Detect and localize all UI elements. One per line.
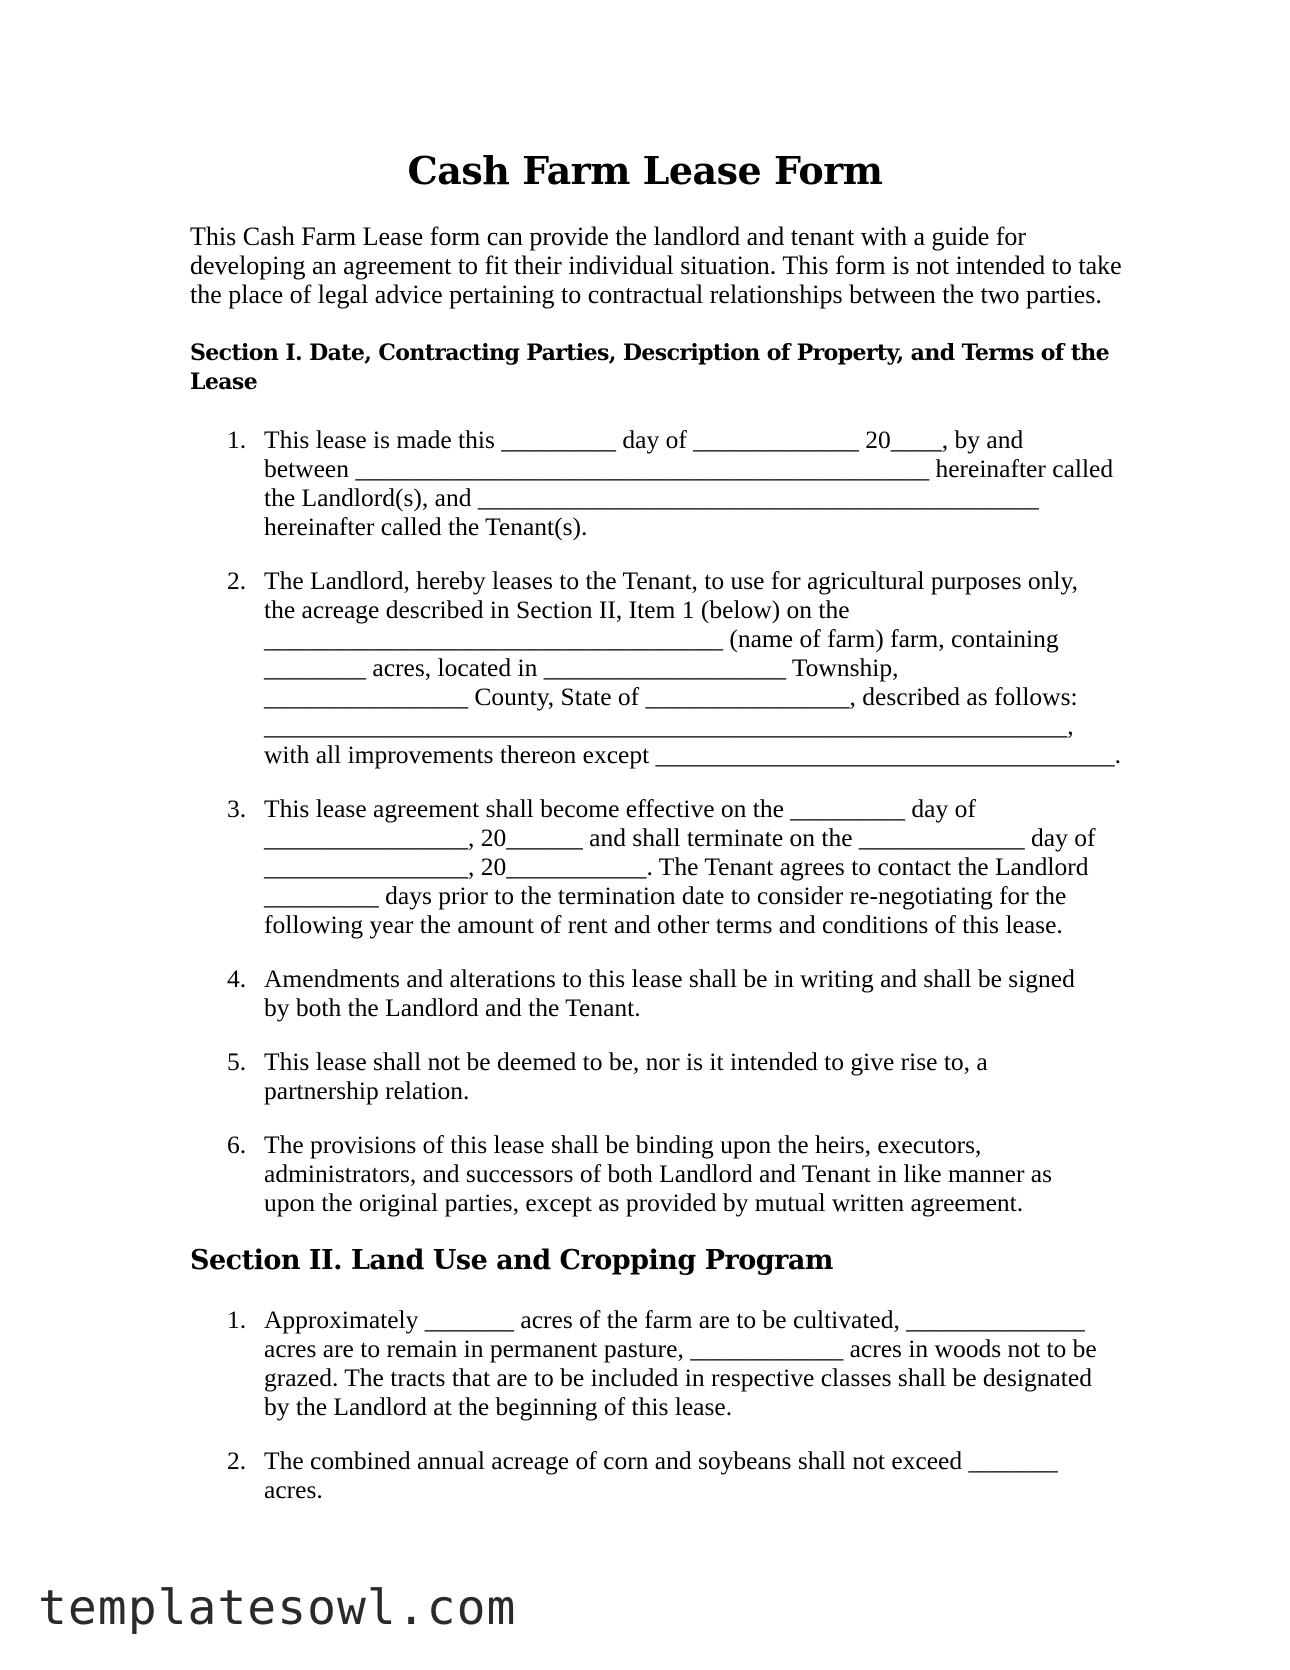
list-item <box>190 1446 1110 1504</box>
item-text-line: ________________, 20______ and shall terminate on the _____________ day of <box>264 823 1096 852</box>
document-body <box>190 222 1122 1529</box>
item-text-line: This lease shall not be deemed to be, nor is it intended to give rise to, a <box>264 1047 988 1076</box>
item-text-line: Approximately _______ acres of the farm are to be cultivated, ______________ <box>264 1305 1085 1334</box>
section-1-heading: Section I. Date, Contracting Parties, Description of Property, and Terms of the Lease <box>190 340 1110 395</box>
item-number: 2. <box>227 1446 247 1475</box>
item-text-line: upon the original parties, except as provided by mutual written agreement. <box>264 1188 1024 1217</box>
item-text-line: ________ acres, located in ___________________ Township, <box>264 653 899 682</box>
list-item <box>190 566 1121 769</box>
item-text-line: ________________ County, State of ________________, described as follows: <box>264 682 1078 711</box>
item-text-line: the Landlord(s), and ____________________________________________ <box>264 483 1039 512</box>
list-item <box>190 1047 1110 1105</box>
item-text-line: following year the amount of rent and other terms and conditions of this lease. <box>264 910 1063 939</box>
item-text-line: hereinafter called the Tenant(s). <box>264 512 588 541</box>
item-text-line: This lease is made this _________ day of _____________ 20____, by and <box>264 425 1024 454</box>
item-text-line: by both the Landlord and the Tenant. <box>264 993 641 1022</box>
watermark-text: templatesowl.com <box>38 1580 517 1636</box>
item-text-line: ____________________________________ (name of farm) farm, containing <box>264 624 1059 653</box>
list-item <box>190 1130 1110 1217</box>
item-text-line: The Landlord, hereby leases to the Tenant, to use for agricultural purposes only, <box>264 566 1078 595</box>
item-text-line: ________________, 20___________. The Tenant agrees to contact the Landlord <box>264 852 1089 881</box>
section-1-list <box>190 425 1121 1217</box>
list-item <box>190 794 1110 939</box>
item-text-line: acres are to remain in permanent pasture, ____________ acres in woods not to be <box>264 1334 1097 1363</box>
item-number: 3. <box>227 794 247 823</box>
item-text-line: The combined annual acreage of corn and soybeans shall not exceed _______ <box>264 1446 1058 1475</box>
item-text-line: between _____________________________________________ hereinafter called <box>264 454 1114 483</box>
item-number: 2. <box>227 566 247 595</box>
item-text-line: grazed. The tracts that are to be included in respective classes shall be designated <box>264 1363 1092 1392</box>
section-2-heading: Section II. Land Use and Cropping Program <box>190 1245 833 1276</box>
item-text-line: by the Landlord at the beginning of this lease. <box>264 1392 733 1421</box>
list-item <box>190 425 1114 541</box>
item-text-line: with all improvements thereon except ____________________________________. <box>264 740 1121 769</box>
intro-line: developing an agreement to fit their individual situation. This form is not intended to take <box>190 251 1122 280</box>
item-text-line: This lease agreement shall become effective on the _________ day of <box>264 794 976 823</box>
item-number: 5. <box>227 1047 247 1076</box>
item-text-line: Amendments and alterations to this lease shall be in writing and shall be signed <box>264 964 1075 993</box>
item-text-line: _______________________________________________________________, <box>264 711 1074 740</box>
item-text-line: partnership relation. <box>264 1076 470 1105</box>
item-text-line: acres. <box>264 1475 323 1504</box>
list-item <box>190 964 1110 1022</box>
item-number: 1. <box>227 425 247 454</box>
item-text-line: The provisions of this lease shall be binding upon the heirs, executors, <box>264 1130 982 1159</box>
item-number: 6. <box>227 1130 247 1159</box>
intro-line: This Cash Farm Lease form can provide the landlord and tenant with a guide for <box>190 222 1027 251</box>
item-text-line: administrators, and successors of both Landlord and Tenant in like manner as <box>264 1159 1053 1188</box>
section-2-list <box>190 1305 1110 1504</box>
intro-line: the place of legal advice pertaining to contractual relationships between the two parties. <box>190 280 1102 309</box>
list-item <box>190 1305 1110 1421</box>
item-number: 1. <box>227 1305 247 1334</box>
page-title: Cash Farm Lease Form <box>407 148 883 193</box>
intro-paragraph <box>190 222 1122 309</box>
item-text-line: _________ days prior to the termination date to consider re-negotiating for the <box>264 881 1067 910</box>
item-text-line: the acreage described in Section II, Item 1 (below) on the <box>264 595 850 624</box>
item-number: 4. <box>227 964 247 993</box>
